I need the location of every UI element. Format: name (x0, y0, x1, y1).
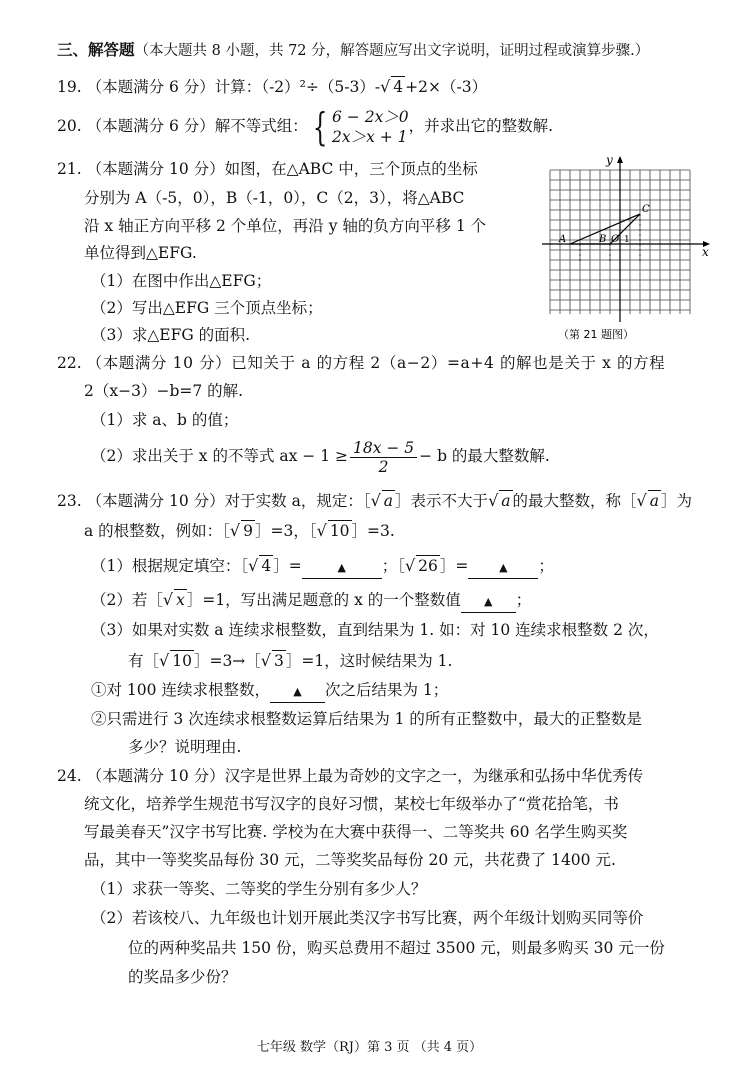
question-text: ］= (439, 557, 469, 575)
radicand: 10 (329, 522, 350, 540)
question-number: 24. (57, 767, 82, 785)
question-text: ；［ (381, 557, 405, 575)
inequality-system (332, 107, 409, 147)
question-21-line-3: 沿 x 轴正方向平移 2 个单位，再沿 y 轴的负方向平移 1 个 (84, 217, 487, 235)
question-text: 有［ (128, 652, 160, 670)
expression: +2×（-3） (405, 78, 488, 96)
question-24-line-1 (57, 766, 643, 786)
fraction-denominator: 2 (378, 457, 389, 476)
radicand: x (176, 591, 185, 609)
sqrt-symbol: √ (488, 491, 499, 510)
answer-blank[interactable] (468, 556, 538, 579)
question-number: 20. (57, 117, 82, 135)
question-23-sub-2-line-2: 多少？说明理由. (128, 738, 242, 756)
sqrt-symbol: √ (380, 77, 391, 96)
question-text: ①对 100 连续求根整数， (91, 681, 270, 699)
question-19 (57, 76, 487, 97)
placeholder-triangle: ▲ (337, 561, 346, 574)
sqrt-symbol: √ (162, 590, 174, 609)
y-axis-arrow (617, 156, 623, 163)
question-21-part-3: （3）求△EFG 的面积. (91, 326, 251, 344)
question-24-line-3: 写最美春天”汉字书写比赛. 学校为在大赛中获得一、二等奖共 60 名学生购买奖 (84, 823, 628, 841)
radicand: a (649, 492, 659, 510)
sqrt-symbol: √ (159, 651, 170, 670)
placeholder-triangle: ▲ (499, 561, 508, 574)
question-21-line-2: 分别为 A（-5，0），B（-1，0），C（2，3），将△ABC (84, 189, 465, 207)
sqrt-symbol: √ (316, 521, 327, 540)
section-heading-line (57, 40, 649, 61)
radicand: 4 (393, 78, 404, 96)
question-22-part-1: （1）求 a、b 的值； (91, 411, 239, 429)
axis-label-x: x (702, 245, 709, 259)
question-text: ，并求出它的整数解. (408, 117, 554, 135)
question-text: ； (538, 557, 554, 575)
question-text: ； (515, 591, 532, 609)
question-text: 的最大整数，称［ (512, 492, 637, 510)
question-text: 次之后结果为 1； (324, 681, 449, 699)
question-23-line-2 (84, 520, 395, 541)
question-text: ］=1，写出满足题意的 x 的一个整数值 (186, 591, 461, 609)
tick-label-1: 1 (624, 235, 630, 245)
radicand: a (383, 492, 394, 510)
axis-label-y: y (606, 153, 613, 167)
inequality-1: 6 − 2x＞0 (332, 108, 409, 126)
question-text: ］=3→［ (193, 652, 261, 670)
question-23-part-2 (91, 589, 531, 613)
fraction (350, 439, 417, 476)
question-23-line-1 (57, 490, 692, 511)
sqrt-symbol: √ (636, 491, 647, 510)
point-label-a: A (559, 234, 567, 245)
question-text: ］=3，［ (255, 522, 317, 540)
placeholder-triangle: ▲ (484, 595, 493, 608)
question-21-line-1 (57, 159, 478, 179)
question-text: ］为 (660, 492, 692, 510)
question-text: （本题满分 10 分）已知关于 a 的方程 2（a−2）=a+4 的解也是关于 x 的方程 (86, 354, 666, 372)
question-text: （2）若［ (91, 591, 163, 609)
radicand: 3 (274, 652, 284, 670)
question-text: ］=3. (351, 522, 395, 540)
radicand: 4 (261, 557, 272, 575)
answer-blank[interactable] (461, 590, 516, 613)
page-footer: 七年级 数学（RJ）第 3 页 （共 4 页） (256, 1040, 483, 1055)
answer-blank[interactable] (270, 680, 325, 703)
question-text: （1）根据规定填空：［ (91, 557, 249, 575)
question-number: 23. (57, 492, 82, 510)
sqrt-symbol: √ (248, 556, 259, 575)
sqrt-symbol: √ (229, 521, 241, 540)
point-label-c: C (642, 204, 650, 215)
sqrt-symbol: √ (260, 651, 271, 670)
fraction-numerator: 18x − 5 (350, 439, 417, 458)
question-text: − b 的最大整数解. (419, 447, 550, 465)
question-text: ］表示不大于 (395, 492, 489, 510)
question-text: （2）求出关于 x 的不等式 ax − 1 ≥ (91, 447, 348, 465)
inequality-2: 2x＞x + 1 (332, 128, 408, 146)
question-23-part-1 (91, 555, 554, 579)
question-23-part-3-line-2 (128, 650, 452, 671)
question-22-line-2: 2（x−3）−b=7 的解. (84, 382, 244, 400)
question-text: a 的根整数，例如：［ (84, 522, 230, 540)
radicand: 9 (243, 522, 253, 540)
question-23-sub-2-line-1: ②只需进行 3 次连续求根整数运算后结果为 1 的所有正整数中，最大的正整数是 (91, 710, 642, 728)
sqrt-symbol: √ (370, 491, 381, 510)
question-24-part-2-line-2: 位的两种奖品共 150 份，购买总费用不超过 3500 元，则最多购买 30 元一份 (128, 939, 665, 957)
section-title: 三、解答题 (57, 40, 135, 59)
radicand: 10 (172, 652, 192, 670)
question-24-line-4: 品，其中一等奖奖品每份 30 元，二等奖奖品每份 20 元，共花费了 1400 元. (84, 851, 616, 869)
point-label-b: B (599, 234, 607, 245)
radicand: a (501, 492, 511, 510)
placeholder-triangle: ▲ (293, 685, 302, 698)
question-24-part-2-line-3: 的奖品多少份？ (128, 968, 237, 986)
coordinate-grid-figure (540, 152, 715, 342)
question-24-part-1: （1）求获一等奖、二等奖的学生分别有多少人？ (91, 880, 427, 898)
question-text: ］= (273, 557, 302, 575)
question-21-part-2: （2）写出△EFG 三个顶点坐标； (91, 299, 323, 317)
radicand: 26 (418, 557, 438, 575)
question-number: 21. (57, 160, 82, 178)
question-number: 22. (57, 354, 82, 372)
question-text: （本题满分 10 分）汉字是世界上最为奇妙的文字之一，为继承和弘扬中华优秀传 (86, 767, 644, 785)
expression: （-2）²÷（5-3）- (261, 78, 381, 96)
question-21-line-4: 单位得到△EFG. (84, 244, 197, 262)
question-number: 19. (57, 78, 82, 96)
figure-caption: （第 21 题图） (558, 328, 634, 341)
question-23-part-3-line-1: （3）如果对实数 a 连续求根整数，直到结果为 1. 如：对 10 连续求根整数 2 次， (91, 621, 659, 639)
sqrt-symbol: √ (404, 556, 416, 575)
question-text: （本题满分 10 分）如图，在△ABC 中，三个顶点的坐标 (86, 160, 478, 178)
question-text: ］=1，这时候结果为 1. (285, 652, 453, 670)
question-text: （本题满分 10 分）对于实数 a，规定：［ (86, 492, 371, 510)
question-20 (57, 104, 553, 148)
origin-label: O (611, 234, 620, 245)
section-note: （本大题共 8 小题，共 72 分，解答题应写出文字说明，证明过程或演算步骤.） (134, 43, 650, 59)
question-text: （本题满分 6 分）计算： (86, 78, 262, 96)
brace-symbol: { (312, 105, 328, 149)
answer-blank[interactable] (302, 556, 382, 579)
question-text: （本题满分 6 分）解不等式组： (86, 117, 308, 135)
question-22-line-1 (57, 353, 665, 373)
question-21-part-1: （1）在图中作出△EFG； (91, 272, 272, 290)
question-23-sub-1 (91, 680, 448, 703)
question-24-line-2: 统文化，培养学生规范书写汉字的良好习惯，某校七年级举办了“赏花拾笔，书 (84, 795, 619, 813)
question-22-part-2 (91, 436, 550, 476)
question-24-part-2-line-1: （2）若该校八、九年级也计划开展此类汉字书写比赛，两个年级计划购买同等价 (91, 909, 644, 927)
